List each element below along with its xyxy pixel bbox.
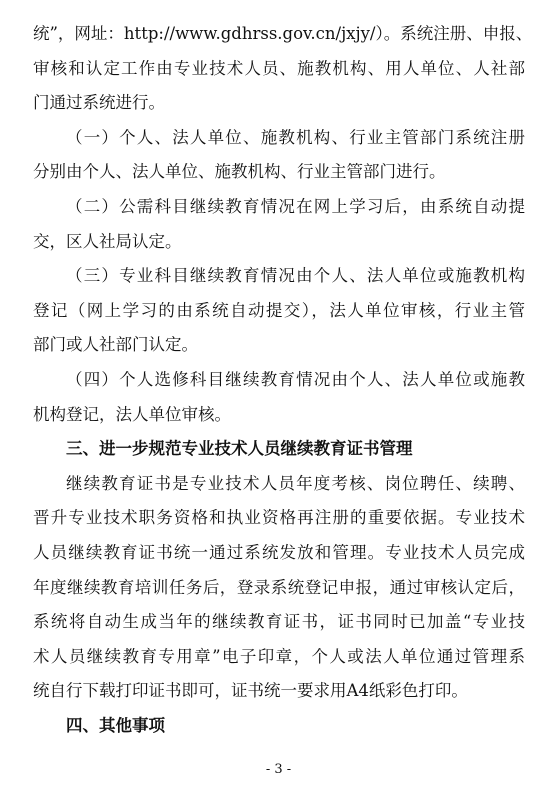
text-line: （四）个人选修科目继续教育情况由个人、法人单位或施教: [66, 370, 525, 389]
text-line: 继续教育证书是专业技术人员年度考核、岗位聘任、续聘、: [66, 474, 525, 493]
page-number: - 3 -: [265, 762, 292, 777]
text-line: 晋升专业技术职务资格和执业资格再注册的重要依据。专业技术: [33, 508, 525, 527]
text-line: 机构登记，法人单位审核。: [33, 405, 231, 424]
text-line: 审核和认定工作由专业技术人员、施教机构、用人单位、人社部: [33, 59, 525, 78]
text-line: 分别由个人、法人单位、施教机构、行业主管部门进行。: [33, 162, 446, 181]
text-line: 统自行下载打印证书即可，证书统一要求用A4纸彩色打印。: [33, 681, 468, 700]
text-line: 术人员继续教育专用章”电子印章，个人或法人单位通过管理系: [33, 647, 525, 666]
section-heading: 三、进一步规范专业技术人员继续教育证书管理: [66, 439, 413, 458]
text-line: 人员继续教育证书统一通过系统发放和管理。专业技术人员完成: [33, 543, 525, 562]
text-line: 部门或人社部门认定。: [33, 335, 198, 354]
text-line: 交，区人社局认定。: [33, 232, 182, 251]
text-line: （三）专业科目继续教育情况由个人、法人单位或施教机构: [66, 266, 525, 285]
text-line: （二）公需科目继续教育情况在网上学习后，由系统自动提: [66, 197, 525, 216]
text-line: 统”，网址：http://www.gdhrss.gov.cn/jxjy/）。系统注册、申报、: [33, 24, 533, 43]
text-line: 门通过系统进行。: [33, 93, 165, 112]
text-line: （一）个人、法人单位、施教机构、行业主管部门系统注册: [66, 128, 525, 147]
section-heading: 四、其他事项: [66, 716, 165, 735]
text-line: 系统将自动生成当年的继续教育证书，证书同时已加盖“专业技: [33, 612, 525, 631]
text-line: 年度继续教育培训任务后，登录系统登记申报，通过审核认定后，: [33, 578, 525, 597]
text-line: 登记（网上学习的由系统自动提交），法人单位审核，行业主管: [33, 301, 525, 320]
